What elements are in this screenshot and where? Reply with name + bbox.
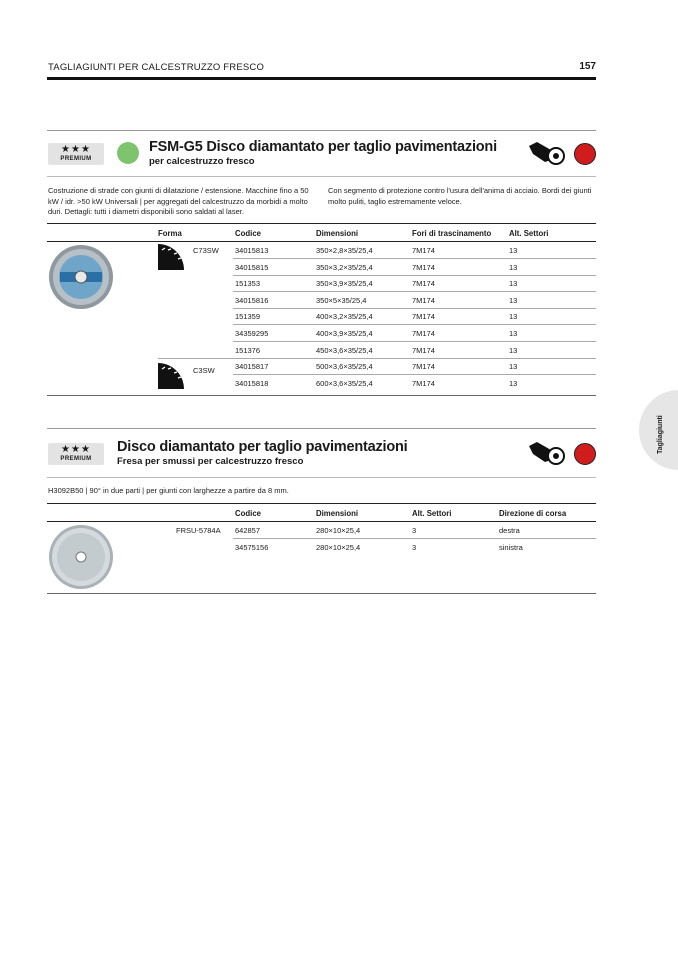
table2-cell-codice: 34575156 xyxy=(235,543,269,552)
table1-cell-alt: 13 xyxy=(509,312,518,322)
table1-header-dimensioni: Dimensioni xyxy=(316,229,359,238)
table1-cell-codice: 151353 xyxy=(235,279,261,289)
table1-header-rule xyxy=(47,241,596,242)
table1-cell-alt: 13 xyxy=(509,345,518,355)
section1-title: FSM-G5 Disco diamantato per taglio pavimentazioni xyxy=(149,139,497,155)
table1-cell-codice: 34359295 xyxy=(235,329,269,338)
table2-cell-dimensioni: 280×10×25,4 xyxy=(316,526,361,535)
green-dot-icon xyxy=(117,142,139,164)
table1-header-fori: Fori di trascinamento xyxy=(412,229,492,238)
table1-cell-codice: 151359 xyxy=(235,312,261,322)
table1-cell-dimensioni: 350×5×35/25,4 xyxy=(316,295,367,305)
table2-cell-alt: 3 xyxy=(412,526,417,535)
table2-top-rule xyxy=(47,503,596,504)
cutting-machine-icon xyxy=(527,140,567,166)
section2-sub-rule xyxy=(47,477,596,478)
section1-sub-rule xyxy=(47,176,596,177)
table1-bottom-rule xyxy=(47,395,596,396)
table2-header-codice: Codice xyxy=(235,509,261,518)
table1-cell-alt: 13 xyxy=(509,329,518,338)
table1-row-divider xyxy=(233,291,596,292)
section1-top-rule xyxy=(47,130,596,131)
table1-row-divider xyxy=(233,258,596,259)
table1-cell-fori: 7M174 xyxy=(412,246,435,255)
diamond-blade-image xyxy=(48,244,114,310)
shape-label-frsu: FRSU-5784A xyxy=(176,526,221,535)
table2-header-rule xyxy=(47,521,596,522)
table2-bottom-rule xyxy=(47,593,596,594)
table1-cell-fori: 7M174 xyxy=(412,329,435,338)
side-tab-label: Tagliagiunti xyxy=(657,415,664,454)
rating-stars-icon: ★★★ xyxy=(61,444,91,455)
table2-cell-direzione: destra xyxy=(499,526,520,535)
table1-top-rule xyxy=(47,223,596,224)
table1-header-codice: Codice xyxy=(235,229,261,238)
section2-subtitle: Fresa per smussi per calcestruzzo fresco xyxy=(117,456,304,467)
table1-cell-fori: 7M174 xyxy=(412,295,435,305)
table1-cell-dimensioni: 600×3,6×35/25,4 xyxy=(316,378,373,388)
segment-shape-c73sw-icon xyxy=(158,244,184,270)
side-chapter-tab xyxy=(639,390,678,470)
table1-cell-codice: 151376 xyxy=(235,345,261,355)
red-disc-icon xyxy=(574,443,596,465)
rating-stars-icon: ★★★ xyxy=(61,144,91,155)
table1-cell-codice: 34015815 xyxy=(235,262,269,272)
table1-cell-dimensioni: 400×3,9×35/25,4 xyxy=(316,329,373,338)
header-divider xyxy=(47,77,596,80)
table1-cell-dimensioni: 500×3,6×35/25,4 xyxy=(316,362,373,372)
table1-cell-codice: 34015818 xyxy=(235,378,269,388)
table1-cell-codice: 34015813 xyxy=(235,246,269,255)
table2-cell-alt: 3 xyxy=(412,543,417,552)
cutting-machine-icon xyxy=(527,440,567,466)
table2-cell-direzione: sinistra xyxy=(499,543,523,552)
table1-cell-alt: 13 xyxy=(509,378,518,388)
table1-cell-fori: 7M174 xyxy=(412,362,435,372)
table1-cell-fori: 7M174 xyxy=(412,279,435,289)
section1-description-right: Con segmento di protezione contro l'usura dell'anima di acciaio. Bordi dei giunti molto puliti, taglio estremamente veloce. xyxy=(328,186,592,206)
table1-row-divider xyxy=(233,341,596,342)
shape-label-c3sw: C3SW xyxy=(193,366,215,375)
table1-cell-alt: 13 xyxy=(509,262,518,272)
table1-cell-dimensioni: 450×3,6×35/25,4 xyxy=(316,345,373,355)
table1-cell-alt: 13 xyxy=(509,295,518,305)
section2-description: H3092B50 | 90° in due parti | per giunti con larghezze a partire da 8 mm. xyxy=(48,486,289,495)
table2-header-direzione: Direzione di corsa xyxy=(499,509,567,518)
table1-cell-fori: 7M174 xyxy=(412,378,435,388)
segment-shape-c3sw-icon xyxy=(158,363,184,389)
table1-cell-dimensioni: 350×3,2×35/25,4 xyxy=(316,262,373,272)
table1-row-divider xyxy=(233,308,596,309)
section1-subtitle: per calcestruzzo fresco xyxy=(149,156,255,167)
table2-row-divider xyxy=(233,538,596,539)
table1-cell-fori: 7M174 xyxy=(412,345,435,355)
page-header-title: TAGLIAGIUNTI PER CALCESTRUZZO FRESCO xyxy=(48,62,265,73)
table1-cell-dimensioni: 350×3,9×35/25,4 xyxy=(316,279,373,289)
premium-badge-2 xyxy=(48,443,104,465)
shape-label-c73sw: C73SW xyxy=(193,246,219,255)
table1-row-divider xyxy=(158,358,596,359)
table1-cell-codice: 34015816 xyxy=(235,295,269,305)
table1-row-divider xyxy=(233,275,596,276)
badge-label: PREMIUM xyxy=(60,156,92,162)
table2-cell-dimensioni: 280×10×25,4 xyxy=(316,543,361,552)
red-disc-icon xyxy=(574,143,596,165)
chamfer-blade-image xyxy=(48,524,114,590)
table2-header-dimensioni: Dimensioni xyxy=(316,509,359,518)
table1-row-divider xyxy=(233,324,596,325)
table1-cell-alt: 13 xyxy=(509,279,518,289)
table1-header-alt: Alt. Settori xyxy=(509,229,549,238)
badge-label: PREMIUM xyxy=(60,456,92,462)
section2-title: Disco diamantato per taglio pavimentazioni xyxy=(117,439,408,455)
section2-top-rule xyxy=(47,428,596,429)
table1-cell-alt: 13 xyxy=(509,246,518,255)
table1-row-divider xyxy=(233,374,596,375)
table1-header-forma: Forma xyxy=(158,229,182,238)
table1-cell-dimensioni: 350×2,8×35/25,4 xyxy=(316,246,373,255)
table2-header-alt: Alt. Settori xyxy=(412,509,452,518)
section1-description-left: Costruzione di strade con giunti di dilatazione / estensione. Macchine fino a 50 kW / idr. >50 kW Universali | per aggregati del calcestruzzo da morbidi a molto duri. Dettagli: tutti i diametri disponibili sono saldati al laser. xyxy=(48,186,309,216)
premium-badge xyxy=(48,143,104,165)
table2-cell-codice: 642857 xyxy=(235,526,261,535)
table1-cell-fori: 7M174 xyxy=(412,262,435,272)
table1-cell-fori: 7M174 xyxy=(412,312,435,322)
table1-cell-codice: 34015817 xyxy=(235,362,269,372)
table1-cell-dimensioni: 400×3,2×35/25,4 xyxy=(316,312,373,322)
page-number: 157 xyxy=(579,61,596,72)
table1-cell-alt: 13 xyxy=(509,362,518,372)
